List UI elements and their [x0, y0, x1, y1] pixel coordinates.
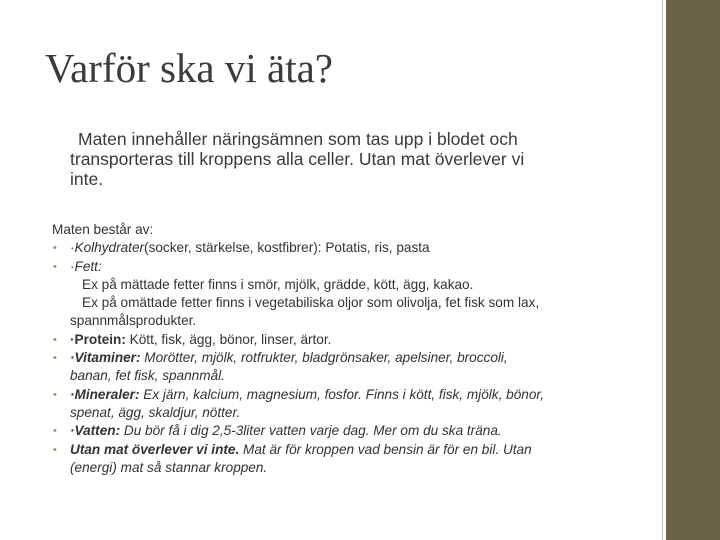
- intro-line: inte.: [70, 169, 104, 189]
- item-text: Mat är för kroppen vad bensin är för en bil. Utan: [239, 441, 532, 457]
- item-subline: spannmålsprodukter.: [70, 313, 197, 329]
- intro-line: Maten innehåller näringsämnen som tas upp i blodet och: [78, 129, 518, 149]
- slide-title: Varför ska vi äta?: [45, 45, 334, 91]
- item-text: banan, fet fisk, spannmål.: [70, 368, 225, 384]
- list-item-carbs: [52, 239, 622, 257]
- list-item-water: [52, 422, 622, 440]
- item-label: ·Mineraler:: [70, 386, 140, 402]
- item-label: Utan mat överlever vi inte.: [70, 441, 240, 457]
- sidebar-divider: [662, 0, 663, 540]
- item-label: ·Protein:: [70, 331, 126, 347]
- decorative-sidebar: [666, 0, 720, 540]
- bullet-icon: •: [53, 388, 57, 401]
- item-text: Morötter, mjölk, rotfrukter, bladgrönsaker, apelsiner, broccoli,: [140, 350, 508, 366]
- item-text: Kött, fisk, ägg, bönor, linser, ärtor.: [125, 331, 332, 347]
- list-item-minerals: [52, 386, 622, 423]
- item-text: spenat, ägg, skaldjur, nötter.: [70, 404, 241, 420]
- item-text: Ex järn, kalcium, magnesium, fosfor. Finns i kött, fisk, mjölk, bönor,: [139, 386, 544, 402]
- item-subline: Ex på mättade fetter finns i smör, mjölk, grädde, kött, ägg, kakao.: [82, 276, 474, 292]
- intro-paragraph: [70, 129, 630, 189]
- list-item-vitamins: [52, 349, 622, 386]
- bullet-icon: •: [53, 425, 57, 438]
- item-text: (socker, stärkelse, kostfibrer): Potatis, ris, pasta: [144, 240, 430, 256]
- item-subline: Ex på omättade fetter finns i vegetabiliska oljor som olivolja, fet fisk som lax,: [82, 295, 540, 311]
- list-heading: Maten består av:: [52, 222, 154, 237]
- list-item-fat: [52, 258, 622, 331]
- list-item-protein: [52, 331, 622, 349]
- item-label: ·Fett:: [70, 258, 102, 274]
- bullet-icon: •: [53, 242, 57, 255]
- item-label: ·Kolhydrater: [70, 240, 145, 256]
- item-label: ·Vitaminer:: [70, 350, 141, 366]
- nutrient-list-section: [52, 221, 622, 477]
- item-label: ·Vatten:: [70, 423, 121, 439]
- bullet-icon: •: [53, 352, 57, 365]
- list-item-summary: [52, 441, 622, 478]
- intro-line: transporteras till kroppens alla celler. Utan mat överlever vi: [70, 149, 525, 169]
- nutrient-list: [52, 239, 622, 477]
- bullet-icon: •: [53, 443, 57, 456]
- item-text: (energi) mat så stannar kroppen.: [70, 459, 268, 475]
- bullet-icon: •: [53, 260, 57, 273]
- bullet-icon: •: [53, 333, 57, 346]
- item-text: Du bör få i dig 2,5-3liter vatten varje dag. Mer om du ska träna.: [120, 423, 502, 439]
